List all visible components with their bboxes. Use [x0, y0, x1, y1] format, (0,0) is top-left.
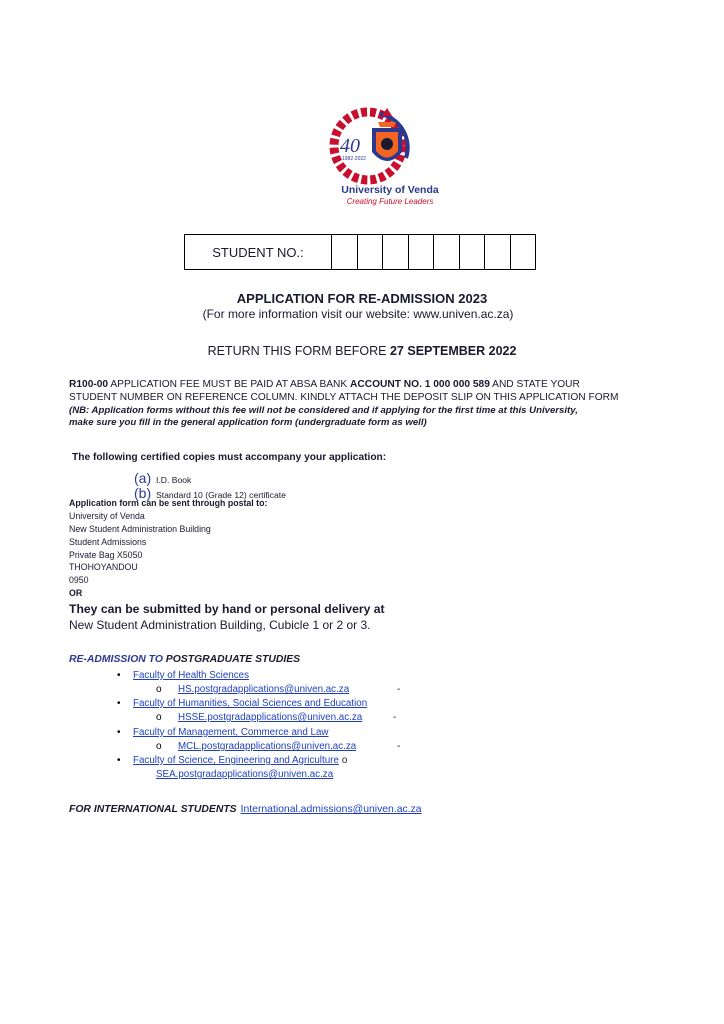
- circle-bullet-icon: o: [341, 755, 348, 766]
- or-label: OR: [69, 588, 83, 598]
- svg-text:1982-2022: 1982-2022: [342, 156, 366, 162]
- bullet-icon: •: [117, 670, 121, 681]
- fee-text-1: APPLICATION FEE MUST BE PAID AT ABSA BANK: [108, 379, 351, 390]
- list-letter: (a): [134, 470, 152, 486]
- return-deadline: [0, 344, 724, 358]
- fee-amount: R100-00: [69, 379, 109, 390]
- faculty-email-link[interactable]: MCL.postgradapplications@univen.ac.za: [178, 741, 357, 752]
- list-text: I.D. Book: [156, 475, 192, 485]
- page-title: APPLICATION FOR RE-ADMISSION 2023: [236, 291, 488, 306]
- student-number-digit-box[interactable]: [332, 235, 358, 269]
- faculty-link[interactable]: Faculty of Management, Commerce and Law: [133, 727, 329, 738]
- address-line: Student Admissions: [69, 537, 147, 547]
- logo-name: University of Venda: [341, 184, 439, 196]
- international-contact: [69, 804, 422, 815]
- nb-line-2: make sure you fill in the general application form (undergraduate form as well): [69, 417, 427, 428]
- nb-line-1: (NB: Application forms without this fee will not be considered and if applying for the first time at this University,: [69, 405, 578, 416]
- logo-tagline: Creating Future Leaders: [346, 197, 434, 206]
- bullet-icon: •: [117, 698, 121, 709]
- student-number-field: [184, 234, 536, 270]
- dash-mark: -: [397, 684, 401, 695]
- bullet-icon: •: [117, 727, 121, 738]
- return-prefix: RETURN THIS FORM BEFORE: [207, 344, 390, 358]
- faculty-item: [117, 755, 347, 766]
- faculty-email-item: [156, 769, 333, 780]
- student-number-digit-box[interactable]: [460, 235, 486, 269]
- postal-heading: Application form can be sent through postal to:: [69, 498, 268, 508]
- page-subtitle: (For more information visit our website: www.univen.ac.za): [202, 307, 514, 321]
- postgrad-heading: [69, 654, 300, 665]
- list-item: [134, 470, 191, 486]
- circle-bullet-icon: o: [156, 741, 162, 752]
- student-number-digit-box[interactable]: [434, 235, 460, 269]
- faculty-email-item: [156, 684, 349, 695]
- student-number-label: STUDENT NO.:: [185, 235, 332, 269]
- faculty-item: [117, 698, 367, 709]
- international-email-link[interactable]: International.admissions@univen.ac.za: [240, 804, 422, 815]
- student-number-digit-box[interactable]: [358, 235, 384, 269]
- faculty-email-link[interactable]: HS.postgradapplications@univen.ac.za: [178, 684, 350, 695]
- faculty-email-link[interactable]: HSSE.postgradapplications@univen.ac.za: [178, 712, 363, 723]
- student-number-digit-box[interactable]: [383, 235, 409, 269]
- fee-account: ACCOUNT NO. 1 000 000 589: [350, 379, 490, 390]
- address-line: Private Bag X5050: [69, 550, 143, 560]
- student-number-digit-box[interactable]: [485, 235, 511, 269]
- fee-nb-note: [69, 405, 669, 429]
- hand-delivery-heading: They can be submitted by hand or personal delivery at: [69, 602, 385, 616]
- certified-copies-heading: The following certified copies must accompany your application:: [72, 452, 387, 463]
- list-letter: (b): [134, 485, 152, 501]
- faculty-email-link[interactable]: SEA.postgradapplications@univen.ac.za: [156, 769, 334, 780]
- student-number-digit-box[interactable]: [409, 235, 435, 269]
- return-date: 27 SEPTEMBER 2022: [389, 344, 517, 358]
- logo-emblem-icon: [310, 96, 460, 186]
- bullet-icon: •: [117, 755, 121, 766]
- dash-mark: -: [393, 712, 397, 723]
- address-line: 0950: [69, 575, 89, 585]
- postgrad-heading-suffix: POSTGRADUATE STUDIES: [165, 654, 301, 665]
- fee-notice: [69, 378, 669, 404]
- address-line: New Student Administration Building: [69, 524, 211, 534]
- circle-bullet-icon: o: [156, 712, 162, 723]
- address-line: University of Venda: [69, 511, 145, 521]
- fee-line-2: STUDENT NUMBER ON REFERENCE COLUMN. KINDLY ATTACH THE DEPOSIT SLIP ON THIS APPLICATION FORM: [69, 392, 619, 403]
- postgrad-heading-prefix: RE-ADMISSION TO: [69, 654, 166, 665]
- student-number-digit-box[interactable]: [511, 235, 536, 269]
- address-line: THOHOYANDOU: [69, 562, 138, 572]
- faculty-item: [117, 727, 328, 738]
- hand-delivery-location: New Student Administration Building, Cubicle 1 or 2 or 3.: [69, 618, 371, 632]
- university-logo: [310, 96, 460, 216]
- svg-text:40: 40: [340, 135, 360, 157]
- circle-bullet-icon: o: [156, 684, 162, 695]
- fee-text-2: AND STATE YOUR: [489, 379, 580, 390]
- faculty-link[interactable]: Faculty of Health Sciences: [133, 670, 249, 681]
- dash-mark: -: [397, 741, 401, 752]
- faculty-item: [117, 670, 249, 681]
- international-label: FOR INTERNATIONAL STUDENTS: [69, 804, 237, 815]
- list-text: Standard 10 (Grade 12) certificate: [156, 490, 286, 500]
- faculty-link[interactable]: Faculty of Humanities, Social Sciences and Education: [133, 698, 368, 709]
- faculty-email-item: [156, 741, 356, 752]
- faculty-email-item: [156, 712, 362, 723]
- faculty-link[interactable]: Faculty of Science, Engineering and Agriculture: [133, 755, 339, 766]
